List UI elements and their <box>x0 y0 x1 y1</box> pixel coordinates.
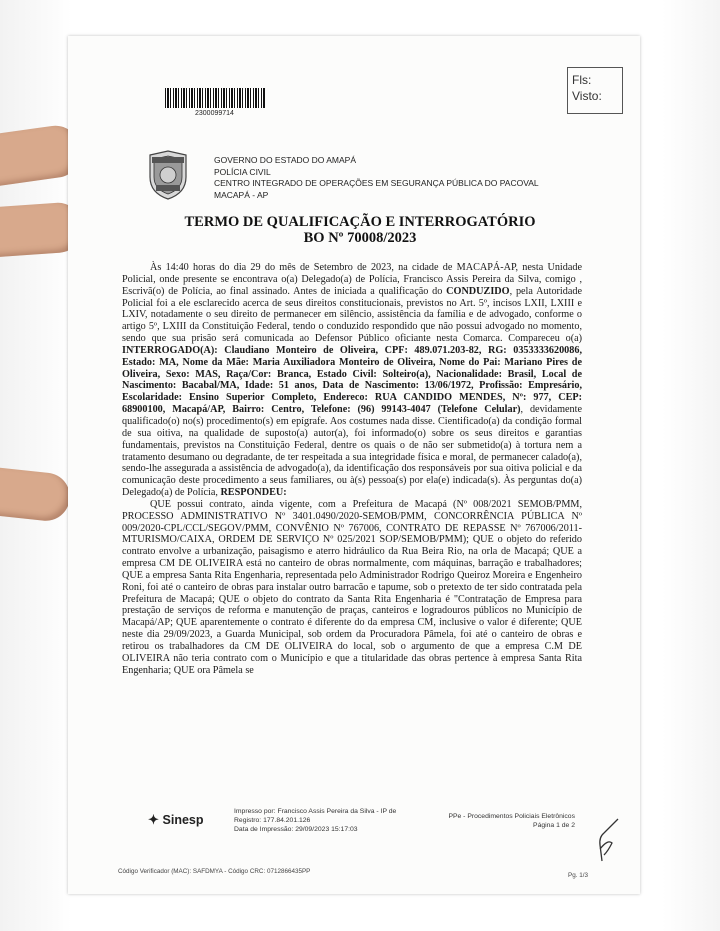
statement-paragraph: QUE possui contrato, ainda vigente, com a Prefeitura de Macapá (Nº 008/2021 SEMOB/PMM, PROCESSO ADMINISTRATIVO Nº 3401.0490/2020-SEMOB/PMM, CONCORRÊNCIA PÚBLICA Nº 009/2020-CPL/CCL/SEGOV/PMM, CONVÊNIO Nº 767006, CONTRATO DE REPASSE Nº 767006/2011-MTURISMO/CAIXA, ORDEM DE SERVIÇO Nº 025/2021 SOP/SEMOB/PMM); QUE o objeto do referido contrato envolve a urbanização, paisagismo e aterro hidráulico da Rua Beira Rio, na orla de Macapá; QUE a empresa CM DE OLIVEIRA está no canteiro de obras normalmente, com máquinas, barração e trabalhadores; QUE a empresa Santa Rita Engenharia, representada pelo Administrador Rodrigo Queiroz Moreira e Engenheiro Roni, foi até o canteiro de obras para instalar outro barracão e tapume, sob o pretexto de ter sido contratada pela Prefeitura de Macapá; QUE o objeto do contrato da Santa Rita Engenharia é "Contratação de Empresa para prestação de serviços de reforma e manutenção de praças, canteiros e logradouros públicos no Município de Macapá/AP; QUE aparentemente o contrato é diferente do da empresa CM, inclusive o valor é diferente; QUE neste dia 29/09/2023, a Guarda Municipal, sob ordem da Procuradora Pâmela, foi até o canteiro de obras e retirou os trabalhadores da CM DE OLIVEIRA do local, sob o argumento de que a empresa C.M DE OLIVEIRA não teria contrato com o Município e que a titularidade das obras pertence à empresa Santa Rita Engenharia; QUE ora Pâmela se <box>122 498 582 676</box>
interrogado-label: INTERROGADO(A): <box>122 344 218 356</box>
printed-by: Impresso por: Francisco Assis Pereira da Silva - IP de <box>234 808 397 815</box>
bo-number: BO Nº 70008/2023 <box>303 230 417 246</box>
intro-text-b: , pela Autoridade Policial foi a ele esclarecido acerca de seus direitos constitucionais, previstos no Art. 5º, incisos LXII, LXIII e LXIV, notadamente o seu direito de permanecer em silêncio, assistência da família e de advogado, conforme o artigo 5º, LXIII da Constituição Federal, tendo o conduzido respondido que não possui advogado no momento, sendo que sua prisão será comunicada ao Defensor Público oficiante nesta Comarca. Compareceu o(a) <box>122 285 582 345</box>
sinesp-icon: ✦ <box>148 812 163 827</box>
system-info <box>440 812 575 830</box>
document-body <box>122 262 582 677</box>
qualification-data: Claudiano Monteiro de Oliveira, CPF: 489.071.203-82, RG: 0353333620086, Estado: MA, Nome da Mãe: Maria Auxiliadora Monteiro de Oliveira, Nome do Pai: Mariano Pires de Oliveira, Sexo: MAS, Raça/Cor: Branca, Estado Civil: Solteiro(a), Nacionalidade: Brasil, Local de Nascimento: Bacabal/MA, Idade: 51 anos, Data de Nascimento: 13/06/1972, Profissão: Empresário, Escolaridade: Ensino Superior Completo, Endereco: RUA CANDIDO MENDES, Nº: 977, CEP: 68900100, Macapá/AP, Bairro: Centro, Telefone: (96) 99143-4047 (Telefone Celular) <box>122 344 582 416</box>
system-name: PPe - Procedimentos Policiais Eletrônicos <box>448 813 575 820</box>
print-date: Data de Impressão: 29/09/2023 15:17:03 <box>234 826 358 833</box>
barcode <box>165 88 265 108</box>
conduzido-label: CONDUZIDO <box>446 285 510 297</box>
respondeu-label: RESPONDEU: <box>220 487 287 499</box>
header-government: GOVERNO DO ESTADO DO AMAPÁ <box>214 155 357 165</box>
print-info <box>234 807 396 834</box>
fls-stamp-box <box>567 67 623 114</box>
registry-ip: Registro: 177.84.201.126 <box>234 817 311 824</box>
sinesp-brand: Sinesp <box>162 813 204 827</box>
institution-header <box>214 155 539 201</box>
page-corner: Pg. 1/3 <box>568 872 588 879</box>
barcode-number: 2300099714 <box>195 110 234 117</box>
header-police: POLÍCIA CIVIL <box>214 166 271 177</box>
signature-icon <box>588 815 622 865</box>
intro-text-c: , devidamente qualificado(o) no(s) procedimento(s) em epígrafe. Aos costumes nada disse. Cientificado(a) da condição formal de sua oitiva, na qualidade de suposto(a) autor(a), foi informado(o) sobre os seus direitos e garantias fundamentais, previstos na Constituição Federal, dentre os quais o de não ser submetido(a) à tortura nem a tratamento desumano ou degradante, de ter respeitada a sua integridade física e moral, de permanecer calado(a), sendo-lhe assegurada a assistência de advogado(a), da identificação dos responsáveis por sua oitiva policial e da comunicação deste procedimento a seus familiares, ou à(s) pessoa(s) por ela(e) indicada(s). Às perguntas do(a) Delegado(a) de Polícia, <box>122 404 583 499</box>
police-badge-icon <box>146 149 190 201</box>
intro-text-a: Às 14:40 horas do dia 29 do mês de Setembro de 2023, na cidade de MACAPÁ-AP, nesta Unidade Policial, onde presente se encontrava o(a) Delegado(a) de Polícia, Francisco Assis Pereira da Silva, comigo , Escrivã(o) de Polícia, ao final assinado. Antes de iniciada a qualificação do <box>122 262 582 297</box>
document-title <box>150 214 570 246</box>
visto-label: Visto: <box>572 89 602 103</box>
page-number: Página 1 de 2 <box>533 822 575 829</box>
intro-paragraph <box>122 262 582 499</box>
sinesp-logo <box>148 812 204 828</box>
header-city: MACAPÁ - AP <box>214 189 269 200</box>
title-line: TERMO DE QUALIFICAÇÃO E INTERROGATÓRIO <box>184 214 536 230</box>
header-center: CENTRO INTEGRADO DE OPERAÇÕES EM SEGURANÇA PÚBLICA DO PACOVAL <box>214 178 539 188</box>
fls-label: Fls: <box>572 73 592 87</box>
verifier-code: Código Verificador (MAC): SAFDMYA - Código CRC: 0712866435PP <box>118 868 311 875</box>
